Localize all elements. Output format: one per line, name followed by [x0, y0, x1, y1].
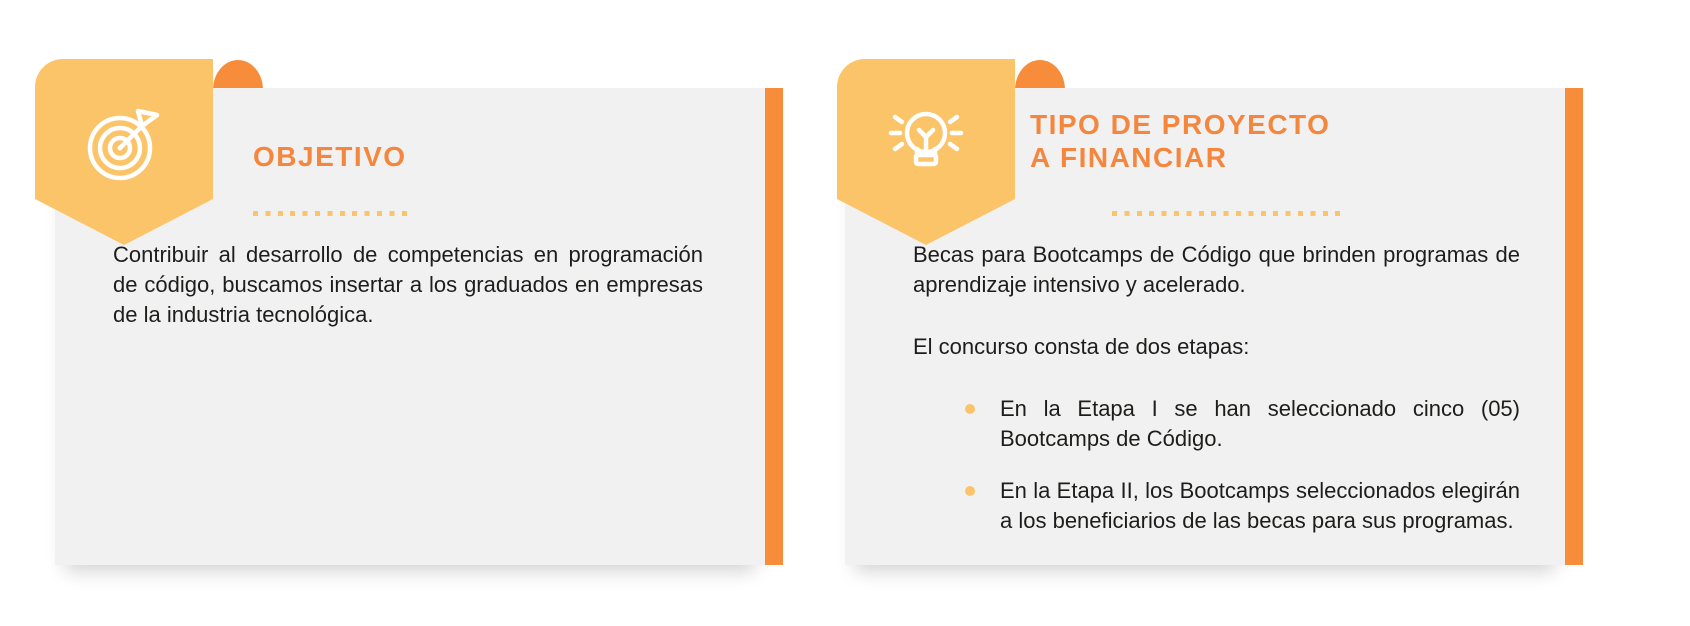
ribbon-badge-point	[837, 199, 1015, 245]
dotted-separator	[1112, 211, 1342, 216]
card-title-line: A FINANCIAR	[1030, 142, 1228, 173]
ribbon-badge	[837, 59, 1015, 199]
accent-strip	[765, 88, 783, 565]
card-paragraph: El concurso consta de dos etapas:	[913, 334, 1250, 359]
accent-strip	[1565, 88, 1583, 565]
bullet-item: En la Etapa II, los Bootcamps seleccionados elegirán a los beneficiarios de las becas para sus programas.	[913, 476, 1520, 536]
card-title-line: OBJETIVO	[253, 141, 407, 172]
lightbulb-icon	[884, 102, 968, 186]
card-title-line: TIPO DE PROYECTO	[1030, 109, 1331, 140]
card-title	[253, 140, 407, 173]
card-title	[1030, 108, 1330, 174]
ribbon-fold	[1015, 60, 1065, 90]
card-paragraph: Becas para Bootcamps de Código que brinden programas de aprendizaje intensivo y acelerado.	[913, 242, 1520, 297]
ribbon-badge	[35, 59, 213, 199]
card-content	[113, 240, 703, 362]
bullet-item: En la Etapa I se han seleccionado cinco (05) Bootcamps de Código.	[913, 394, 1520, 454]
ribbon-badge-point	[35, 199, 213, 245]
card-bullet-list	[913, 394, 1520, 536]
dotted-separator	[253, 211, 408, 216]
ribbon-fold	[213, 60, 263, 90]
card-content	[913, 240, 1520, 558]
target-icon	[84, 103, 164, 183]
card-paragraph: Contribuir al desarrollo de competencias en programación de código, buscamos insertar a los graduados en empresas de la industria tecnológica.	[113, 242, 703, 327]
